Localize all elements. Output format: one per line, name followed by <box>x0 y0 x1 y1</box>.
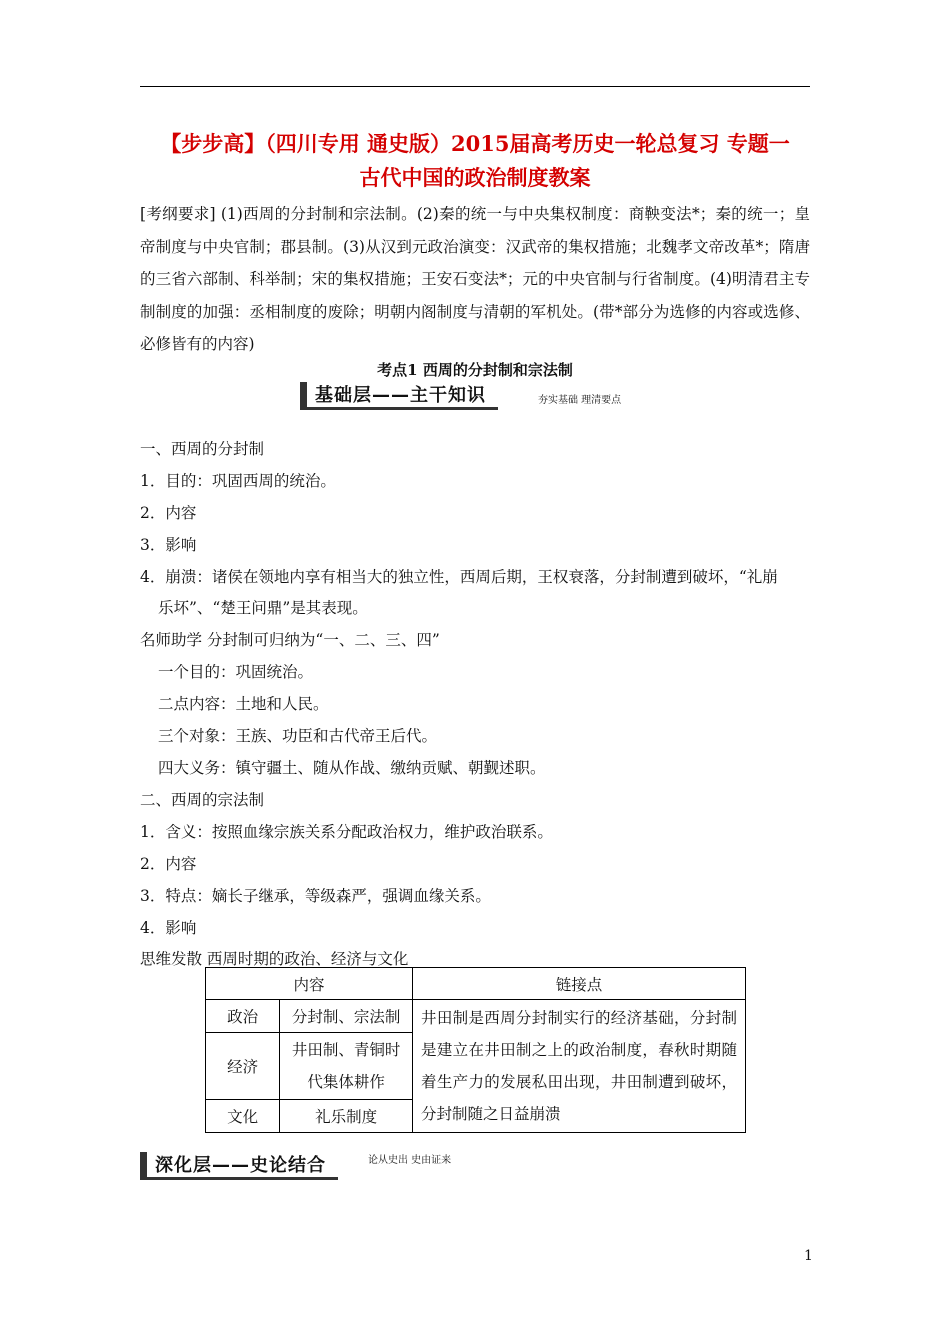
table-row <box>206 1000 746 1033</box>
list-item: 3．影响 <box>140 536 197 554</box>
table-header-row <box>206 968 746 1000</box>
document-title-line2: 古代中国的政治制度教案 <box>359 165 591 190</box>
banner-bar <box>300 382 307 410</box>
link-text: 井田制是西周分封制实行的经济基础，分封制是建立在井田制之上的政治制度，春秋时期随着生产力的发展私田出现，井田制遭到破坏，分封制随之日益崩溃 <box>413 1000 746 1133</box>
list-item: 4．影响 <box>140 919 197 937</box>
kaodian-heading: 考点1 西周的分封制和宗法制 <box>377 361 573 379</box>
top-rule <box>140 86 810 87</box>
list-item: 4．崩溃：诸侯在领地内享有相当大的独立性，西周后期，王权衰落，分封制遭到破坏，“礼崩 <box>140 568 778 586</box>
list-item: 1．含义：按照血缘宗族关系分配政治权力，维护政治联系。 <box>140 823 553 841</box>
comparison-table <box>205 967 746 1133</box>
section-heading: 一、西周的分封制 <box>140 440 265 458</box>
document-title-line1: 【步步高】（四川专用 通史版）2015届高考历史一轮总复习 专题一 <box>160 131 790 156</box>
banner-subtitle: 夯实基础 理清要点 <box>538 395 622 406</box>
mingshi-zhuxue: 名师助学 分封制可归纳为“一、二、三、四” <box>140 631 440 649</box>
banner-subtitle: 论从史出 史由证来 <box>368 1155 452 1166</box>
row-content: 井田制、青铜时代集体耕作 <box>280 1032 413 1099</box>
row-label: 政治 <box>206 1000 280 1033</box>
siwei-fasan: 思维发散 西周时期的政治、经济与文化 <box>140 950 409 968</box>
header-content: 内容 <box>206 968 413 1000</box>
section-heading: 二、西周的宗法制 <box>140 791 265 809</box>
row-label: 经济 <box>206 1032 280 1099</box>
mingshi-item: 三个对象：王族、功臣和古代帝王后代。 <box>158 727 438 745</box>
list-item: 2．内容 <box>140 504 197 522</box>
mingshi-item: 一个目的：巩固统治。 <box>158 663 314 681</box>
kaogang-paragraph: [考纲要求] (1)西周的分封制和宗法制。(2)秦的统一与中央集权制度：商鞅变法*；秦的统一；皇帝制度与中央官制；郡县制。(3)从汉到元政治演变：汉武帝的集权措施；北魏孝文帝改革*；隋唐的三省六部制、科举制；宋的集权措施；王安石变法*；元的中央官制与行省制度。(4)明清君主专制制度的加强：丞相制度的废除；明朝内阁制度与清朝的军机处。(带*部分为选修的内容或选修、必修皆有的内容) <box>140 205 810 353</box>
banner-title: 基础层——主干知识 <box>307 382 498 410</box>
page-number: 1 <box>804 1248 813 1264</box>
row-content: 礼乐制度 <box>280 1099 413 1132</box>
banner-jichu <box>300 382 690 410</box>
list-item: 1．目的：巩固西周的统治。 <box>140 472 336 490</box>
row-label: 文化 <box>206 1099 280 1132</box>
banner-shenhua <box>140 1152 520 1180</box>
mingshi-item: 二点内容：土地和人民。 <box>158 695 329 713</box>
list-item: 3．特点：嫡长子继承，等级森严，强调血缘关系。 <box>140 887 491 905</box>
banner-title: 深化层——史论结合 <box>147 1152 338 1180</box>
list-item-continued: 乐坏”、“楚王问鼎”是其表现。 <box>158 599 368 617</box>
list-item: 2．内容 <box>140 855 197 873</box>
row-content: 分封制、宗法制 <box>280 1000 413 1033</box>
header-link: 链接点 <box>413 968 746 1000</box>
banner-bar <box>140 1152 147 1180</box>
mingshi-item: 四大义务：镇守疆土、随从作战、缴纳贡赋、朝觐述职。 <box>158 759 546 777</box>
